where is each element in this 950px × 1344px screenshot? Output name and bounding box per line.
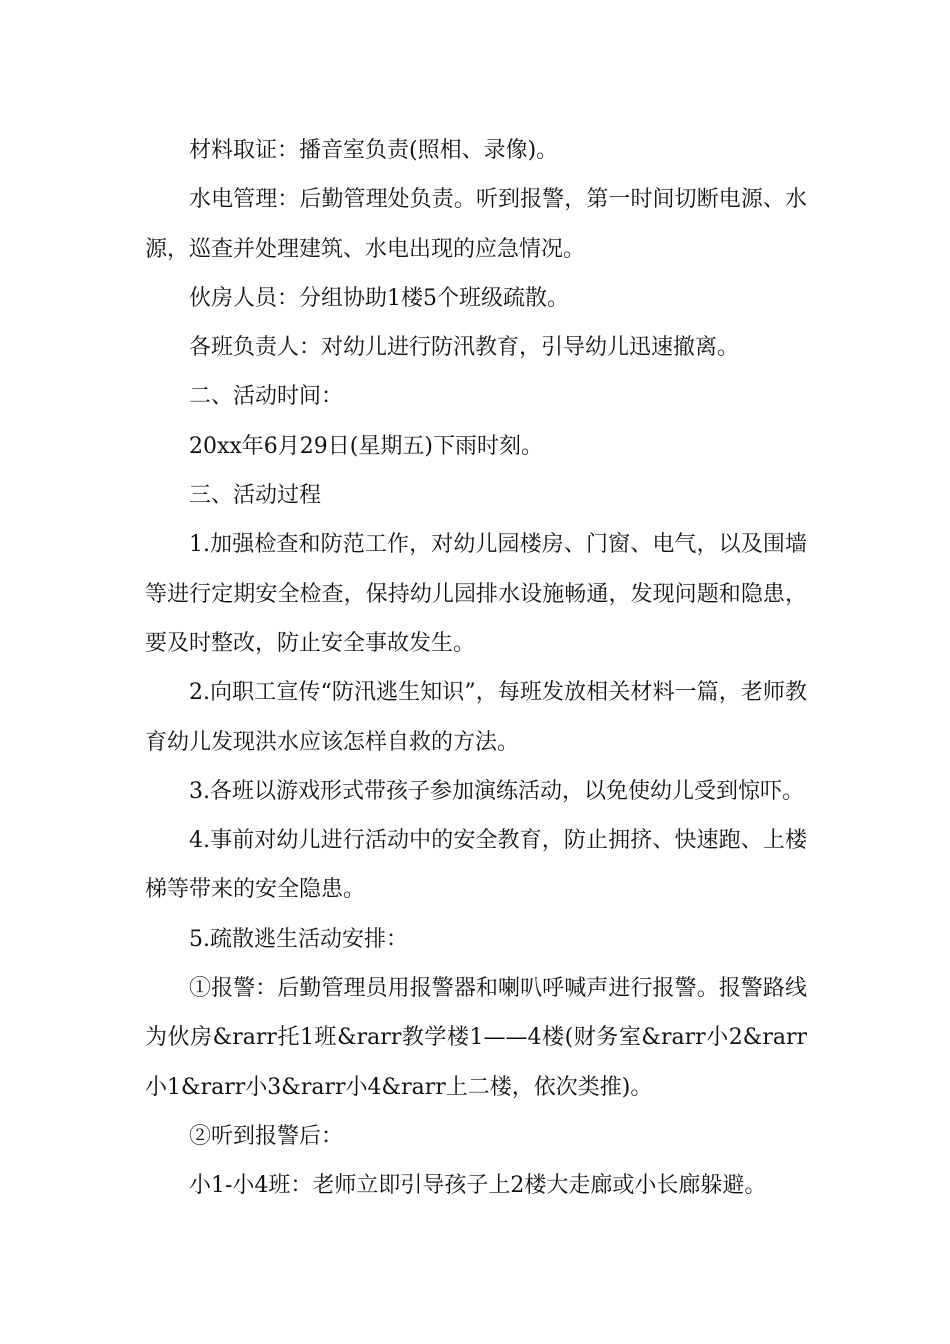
list-item-2: 2.向职工宣传“防汛逃生知识”，每班发放相关材料一篇，老师教育幼儿发现洪水应该怎样自救的方法。	[145, 680, 807, 755]
paragraph-class-leaders: 各班负责人：对幼儿进行防汛教育，引导幼儿迅速撤离。	[189, 335, 740, 361]
paragraph-utility-management: 水电管理：后勤管理处负责。听到报警，第一时间切断电源、水源，巡查并处理建筑、水电出现的应急情况。	[145, 187, 807, 262]
section-heading-activity-process: 三、活动过程	[189, 483, 322, 509]
paragraph-kitchen-staff: 伙房人员：分组协助1楼5个班级疏散。	[189, 285, 569, 311]
paragraph-small-classes: 小1-小4班：老师立即引导孩子上2楼大走廊或小长廊躲避。	[189, 1173, 767, 1199]
list-item-5: 5.疏散逃生活动安排：	[189, 926, 408, 952]
paragraph-activity-date: 20xx年6月29日(星期五)下雨时刻。	[189, 433, 543, 459]
paragraph-evidence-collection: 材料取证：播音室负责(照相、录像)。	[189, 138, 559, 163]
section-heading-activity-time: 二、活动时间：	[189, 384, 344, 410]
sub-item-after-alarm: ②听到报警后：	[189, 1123, 344, 1149]
document-body	[145, 126, 807, 1211]
list-item-1: 1.加强检查和防范工作，对幼儿园楼房、门窗、电气，以及围墙等进行定期安全检查，保持幼儿园排水设施畅通，发现问题和隐患，要及时整改，防止安全事故发生。	[145, 532, 807, 656]
sub-item-alarm: ①报警：后勤管理员用报警器和喇叭呼喊声进行报警。报警路线为伙房&rarr托1班&rarr教学楼1——4楼(财务室&rarr小2&rarr小1&rarr小3&rarr小4&rarr上二楼，依次类推)。	[145, 976, 807, 1100]
list-item-3: 3.各班以游戏形式带孩子参加演练活动，以免使幼儿受到惊吓。	[189, 778, 804, 804]
list-item-4: 4.事前对幼儿进行活动中的安全教育，防止拥挤、快速跑、上楼梯等带来的安全隐患。	[145, 828, 807, 903]
